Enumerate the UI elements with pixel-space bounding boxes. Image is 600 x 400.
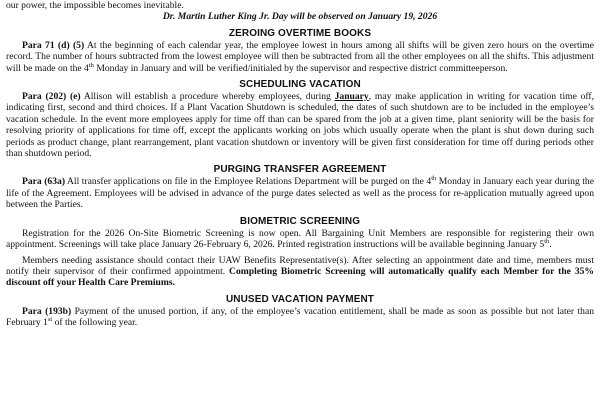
section-biometric-screening	[6, 216, 594, 289]
paragraph-text: of the following year.	[52, 317, 138, 329]
paragraph-text: .	[549, 239, 552, 251]
section-scheduling-vacation	[6, 79, 594, 159]
section-paragraph	[6, 306, 594, 329]
para-reference: Para (202) (e)	[22, 91, 81, 103]
ordinal-suffix: st	[47, 315, 53, 323]
section-paragraph	[6, 228, 594, 251]
paragraph-text: Allison will establish a procedure whereby employees, during	[80, 91, 335, 103]
section-title: BIOMETRIC SCREENING	[239, 215, 361, 227]
section-paragraph	[6, 91, 594, 159]
paragraph-text: , may make application in writing for vacation time off, indicating first, second and third choices. If a Plant Vacation Shutdown is scheduled, the dates of such shutdown are to be included in the employee’s vacation schedule. In the event more employees apply for time off than can be spared from the job at a given time, plant seniority will be the basis for resolving priority of applications for time off, except the applicants working on jobs which usually operate when the plant is shut down during such periods as product change, plant rearrangement, plant vacation shutdown or inventory will be given first consideration for time off during periods other than shutdown period.	[6, 91, 595, 160]
section-purging-transfer	[6, 164, 594, 210]
paragraph-text: Monday in January each year during the life of the Agreement. Employees will be advised in advance of the purge dates selected as well as the process for re-application mutually agreed upon between the Parties.	[6, 176, 594, 211]
paragraph-text: Registration for the 2026 On-Site Biometric Screening is now open. All Bargaining Unit Members are responsible for registering their own appointment. Screenings will take place January 26-February 6, 2026. Printed registration instructions will be available beginning January 5	[6, 227, 594, 251]
paragraph-text: At the beginning of each calendar year, the employee lowest in hours among all shifts will be given zero hours on the overtime record. The number of hours subtracted from the lowest employee will then be subtracted from all the other employees on all the shifts. This adjustment will be made on the 4	[6, 39, 594, 74]
para-reference: Para (193b)	[22, 305, 72, 317]
section-title: PURGING TRANSFER AGREEMENT	[213, 164, 387, 176]
section-paragraph	[6, 176, 594, 210]
ordinal-suffix: th	[544, 237, 550, 245]
emphasized-month: January	[334, 91, 369, 103]
paragraph-text: All transfer applications on file in the Employee Relations Department will be purged on the 4	[65, 176, 432, 188]
paragraph-text: Members needing assistance should contact their UAW Benefits Representative(s). After selecting an appointment date and time, members must notify their supervisor of their confirmed appointment.	[6, 254, 594, 277]
section-title: ZEROING OVERTIME BOOKS	[228, 27, 372, 39]
section-zeroing-overtime	[6, 28, 594, 74]
paragraph-text: Payment of the unused portion, if any, of the employee’s vacation entitlement, shall be made as soon as possible but not later than February 1	[6, 305, 595, 329]
ordinal-suffix: th	[431, 175, 437, 183]
section-title: UNUSED VACATION PAYMENT	[225, 293, 375, 305]
para-reference: Para (63a)	[22, 176, 66, 188]
para-reference: Para 71 (d) (5)	[22, 39, 85, 51]
bold-notice: Completing Biometric Screening will automatically qualify each Member for the 35% discount off your Health Care Premiums.	[6, 265, 595, 289]
intro-continuation: our power, the impossible becomes inevitable.	[6, 0, 184, 11]
section-paragraph	[6, 255, 594, 289]
paragraph-text: Monday in January and will be verified/initialed by the supervisor and respective district committeeperson.	[93, 62, 508, 74]
ordinal-suffix: th	[88, 61, 94, 69]
mlk-day-note: Dr. Martin Luther King Jr. Day will be observed on January 19, 2026	[162, 11, 438, 23]
section-unused-vacation	[6, 294, 594, 329]
section-paragraph	[6, 40, 594, 74]
section-title: SCHEDULING VACATION	[239, 79, 361, 91]
